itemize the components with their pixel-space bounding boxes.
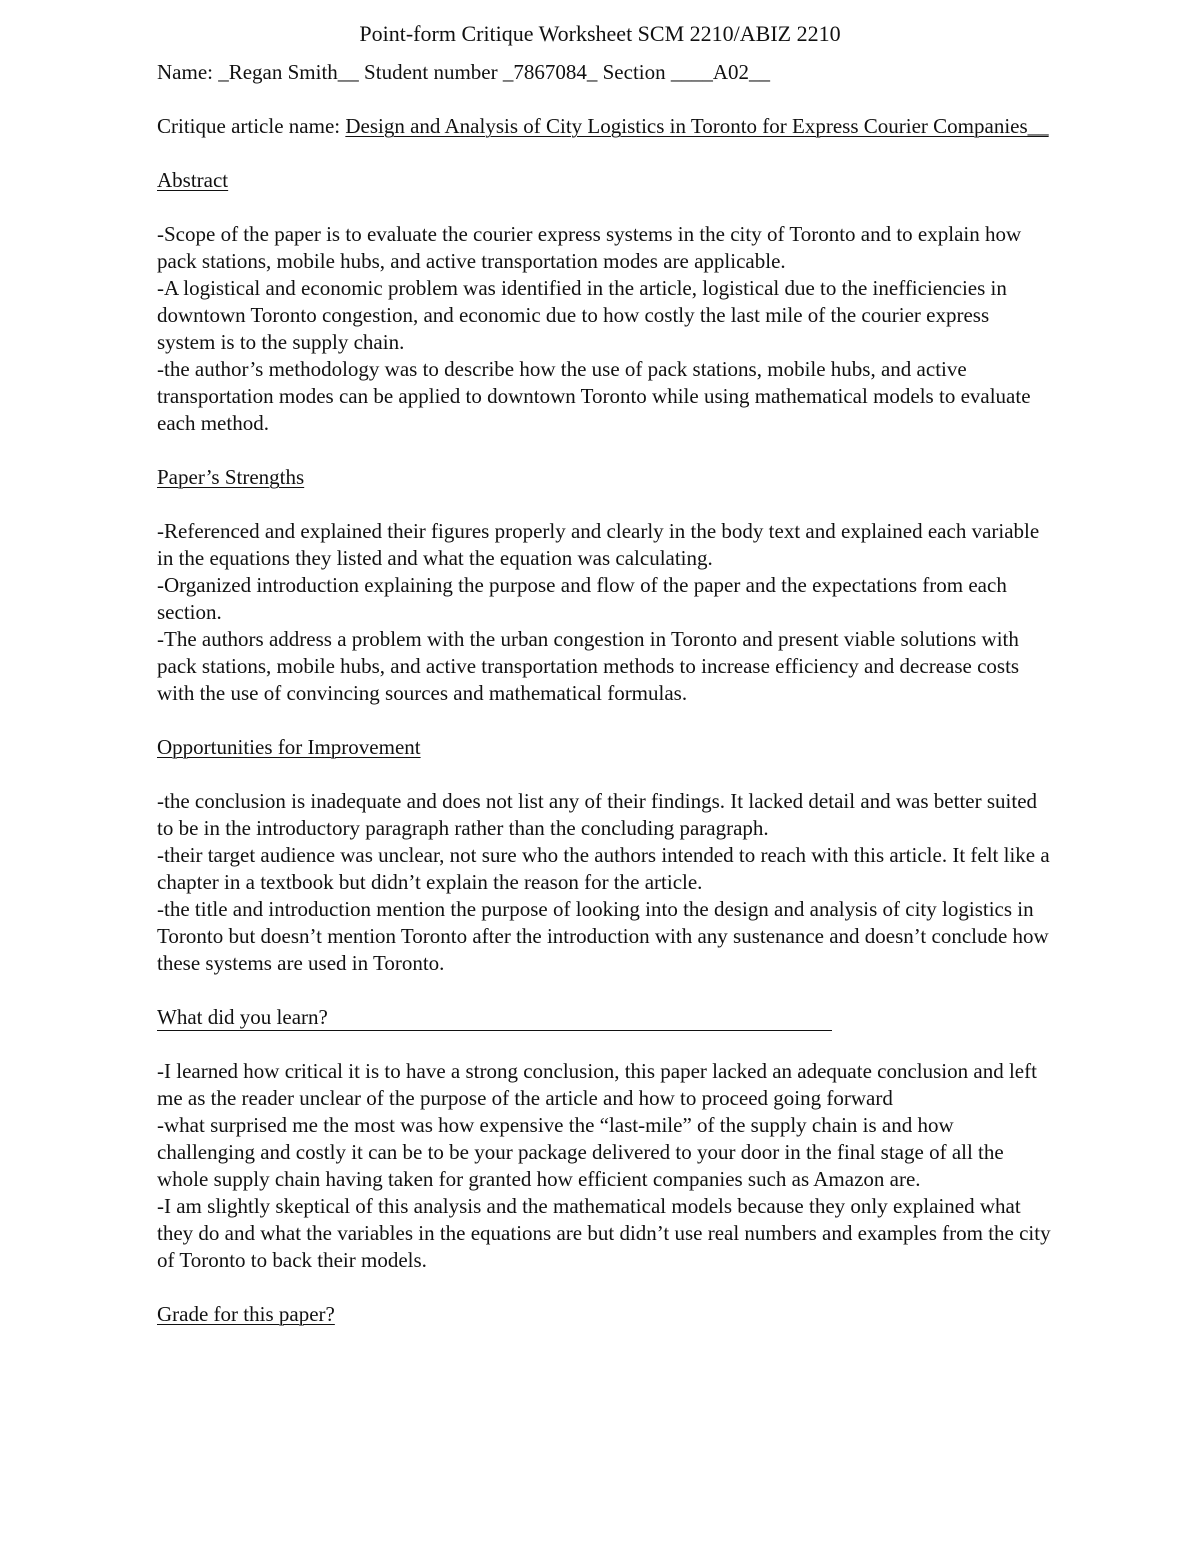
article-name-label: Critique article name: — [157, 114, 346, 138]
learned-point: -I am slightly skeptical of this analysis and the mathematical models because they only explained what they do and what the variables in the equations are but didn’t use real numbers and examples from the city of Toronto to back their models. — [157, 1194, 1051, 1272]
worksheet-title: Point-form Critique Worksheet SCM 2210/ABIZ 2210 — [359, 21, 841, 46]
abstract-heading: Abstract — [157, 168, 229, 192]
article-name: Design and Analysis of City Logistics in Toronto for Express Courier Companies__ — [345, 114, 1049, 138]
abstract-point: -the author’s methodology was to describe how the use of pack stations, mobile hubs, and active transportation modes can be applied to downtown Toronto while using mathematical models to evaluate each method. — [157, 357, 1031, 435]
abstract-point: -Scope of the paper is to evaluate the courier express systems in the city of Toronto and to explain how pack stations, mobile hubs, and active transportation modes are applicable. — [157, 222, 1022, 273]
learned-heading: What did you learn? — [157, 1005, 832, 1031]
strengths-heading: Paper’s Strengths — [157, 465, 305, 489]
abstract-point: -A logistical and economic problem was identified in the article, logistical due to the inefficiencies in downtown Toronto congestion, and economic due to how costly the last mile of the courier express system is to the supply chain. — [157, 276, 1007, 354]
improvement-point: -their target audience was unclear, not sure who the authors intended to reach with this article. It felt like a chapter in a textbook but didn’t explain the reason for the article. — [157, 843, 1050, 894]
article-name-line — [157, 113, 1052, 140]
improvement-point: -the title and introduction mention the purpose of looking into the design and analysis of city logistics in Toronto but doesn’t mention Toronto after the introduction with any sustenance and doesn’t conclude how these systems are used in Toronto. — [157, 897, 1049, 975]
learned-heading-line — [157, 1004, 1052, 1031]
grade-heading: Grade for this paper? — [157, 1302, 335, 1326]
learned-point: -what surprised me the most was how expensive the “last-mile” of the supply chain is and how challenging and costly it can be to be your package delivered to your door in the final stage of all the whole supply chain having taken for granted how efficient companies such as Amazon are. — [157, 1113, 1004, 1191]
strength-point: -The authors address a problem with the urban congestion in Toronto and present viable solutions with pack stations, mobile hubs, and active transportation methods to increase efficiency and decrease costs with the use of convincing sources and mathematical formulas. — [157, 627, 1020, 705]
student-info-line: Name: _Regan Smith__ Student number _7867084_ Section ____A02__ — [157, 60, 771, 84]
worksheet-body — [157, 59, 1052, 1328]
learned-point: -I learned how critical it is to have a strong conclusion, this paper lacked an adequate conclusion and left me as the reader unclear of the purpose of the article and how to proceed going forward — [157, 1059, 1037, 1110]
strength-point: -Referenced and explained their figures properly and clearly in the body text and explained each variable in the equations they listed and what the equation was calculating. — [157, 519, 1040, 570]
strength-point: -Organized introduction explaining the purpose and flow of the paper and the expectations from each section. — [157, 573, 1007, 624]
improvement-point: -the conclusion is inadequate and does not list any of their findings. It lacked detail and was better suited to be in the introductory paragraph rather than the concluding paragraph. — [157, 789, 1038, 840]
improvement-heading: Opportunities for Improvement — [157, 735, 421, 759]
